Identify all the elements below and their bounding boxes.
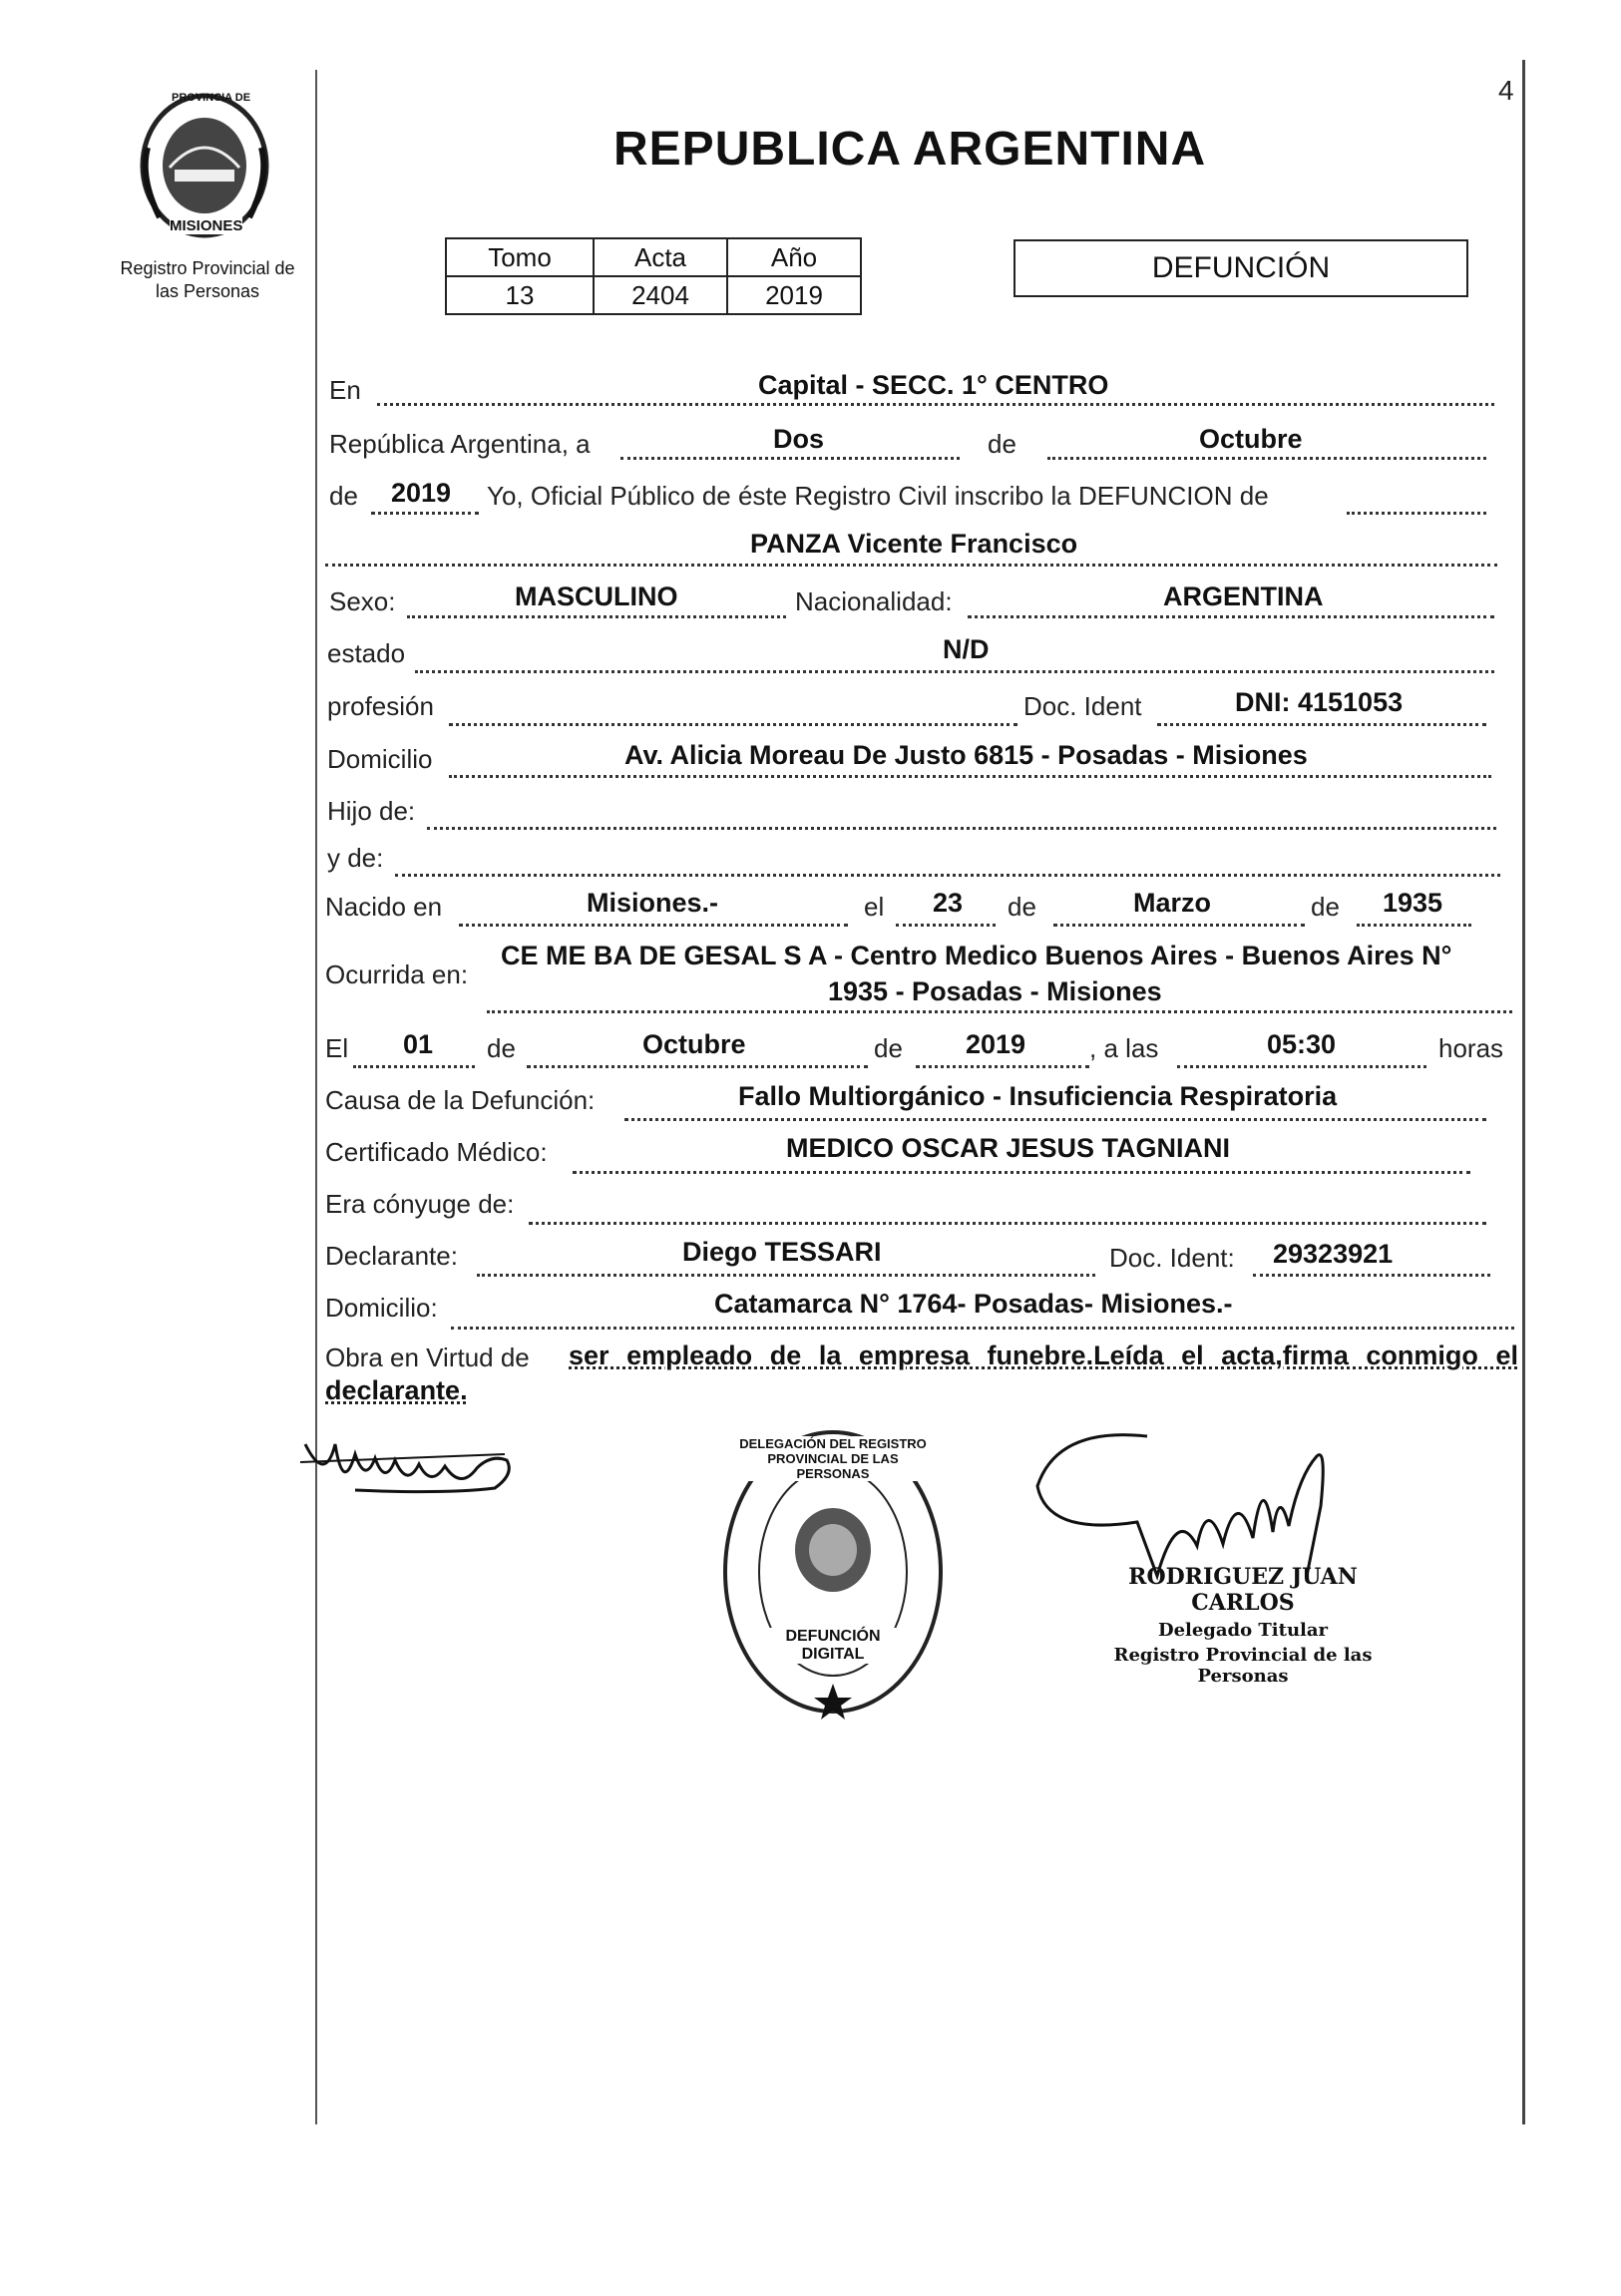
page-number: 4 bbox=[1498, 75, 1514, 106]
conyuge-line bbox=[529, 1222, 1486, 1225]
right-margin-line bbox=[1522, 60, 1525, 2124]
declarante-line bbox=[477, 1274, 1095, 1277]
a-las-label: , a las bbox=[1089, 1033, 1159, 1063]
month-value: Octubre bbox=[1199, 424, 1303, 454]
birth-day-line bbox=[896, 924, 996, 927]
death-day: 01 bbox=[403, 1029, 434, 1059]
birth-day: 23 bbox=[933, 888, 964, 918]
nacido-line bbox=[459, 924, 848, 927]
register-table bbox=[445, 237, 862, 315]
anio-header: Año bbox=[727, 238, 861, 276]
birth-month-line bbox=[1053, 924, 1305, 927]
doc-ident-label: Doc. Ident bbox=[1023, 691, 1142, 721]
register-table-values bbox=[446, 276, 861, 314]
inscribe-text: Yo, Oficial Público de éste Registro Civil inscribo la DEFUNCION de bbox=[487, 481, 1269, 511]
name-line bbox=[325, 564, 1497, 567]
death-year: 2019 bbox=[966, 1029, 1026, 1059]
signatory-name: RODRIGUEZ JUAN CARLOS bbox=[1128, 1564, 1358, 1616]
y-de-label: y de: bbox=[327, 843, 384, 873]
causa-label: Causa de la Defunción: bbox=[325, 1085, 596, 1115]
death-de-label-1: de bbox=[487, 1033, 516, 1063]
conyuge-label: Era cónyuge de: bbox=[325, 1189, 515, 1219]
day-value: Dos bbox=[773, 424, 825, 454]
y-de-line bbox=[395, 874, 1500, 877]
death-el-label: El bbox=[325, 1033, 349, 1063]
el-label: el bbox=[864, 892, 885, 922]
declarante-label: Declarante: bbox=[325, 1241, 458, 1271]
decl-domicilio-label: Domicilio: bbox=[325, 1293, 438, 1323]
estado-value: N/D bbox=[943, 634, 990, 664]
decl-doc-label: Doc. Ident: bbox=[1109, 1243, 1235, 1273]
registry-line-2: las Personas bbox=[155, 281, 260, 301]
profesion-label: profesión bbox=[327, 691, 434, 721]
death-month-line bbox=[527, 1065, 868, 1068]
declarant-signature bbox=[295, 1424, 525, 1504]
seal-text-bottom: MISIONES bbox=[170, 217, 243, 234]
ocurrida-line bbox=[487, 1010, 1512, 1013]
decl-doc-line bbox=[1253, 1274, 1490, 1277]
birth-month: Marzo bbox=[1133, 888, 1212, 918]
birth-year-line bbox=[1357, 924, 1471, 927]
stamp-ring-text: DELEGACIÓN DEL REGISTRO PROVINCIAL DE LAS PERSONAS bbox=[732, 1436, 934, 1481]
estado-label: estado bbox=[327, 638, 406, 668]
sexo-value: MASCULINO bbox=[515, 581, 678, 611]
declarante-value: Diego TESSARI bbox=[682, 1237, 882, 1267]
month-line bbox=[1047, 457, 1486, 460]
birth-year: 1935 bbox=[1383, 888, 1443, 918]
nacionalidad-value: ARGENTINA bbox=[1163, 581, 1324, 611]
doc-ident-value: DNI: 4151053 bbox=[1235, 687, 1404, 717]
deceased-name: PANZA Vicente Francisco bbox=[750, 529, 1078, 559]
certificado-value: MEDICO OSCAR JESUS TAGNIANI bbox=[786, 1133, 1231, 1163]
hijo-line bbox=[427, 827, 1496, 830]
province-seal bbox=[130, 88, 279, 247]
certificado-label: Certificado Médico: bbox=[325, 1137, 548, 1167]
domicilio-label: Domicilio bbox=[327, 744, 433, 774]
death-time-line bbox=[1177, 1065, 1426, 1068]
horas-label: horas bbox=[1438, 1033, 1504, 1063]
decl-domicilio-value: Catamarca N° 1764- Posadas- Misiones.- bbox=[714, 1289, 1233, 1319]
en-line bbox=[377, 403, 1494, 406]
causa-line bbox=[624, 1118, 1486, 1121]
nacido-label: Nacido en bbox=[325, 892, 443, 922]
official-stamp bbox=[718, 1422, 948, 1722]
en-label: En bbox=[329, 375, 361, 405]
birth-de-label-2: de bbox=[1311, 892, 1340, 922]
obra-label: Obra en Virtud de bbox=[325, 1342, 530, 1372]
obra-value: ser empleado de la empresa funebre.Leída el acta,firma conmigo el declarante. bbox=[325, 1340, 1518, 1405]
anio-value: 2019 bbox=[727, 276, 861, 314]
year-line bbox=[371, 512, 479, 515]
sexo-label: Sexo: bbox=[329, 586, 396, 616]
nacido-value: Misiones.- bbox=[587, 888, 719, 918]
acta-header: Acta bbox=[594, 238, 727, 276]
stamp-inner-text: DEFUNCIÓN DIGITAL bbox=[758, 1628, 908, 1664]
tomo-value: 13 bbox=[446, 276, 594, 314]
doc-ident-line bbox=[1157, 723, 1486, 726]
death-de-label-2: de bbox=[874, 1033, 903, 1063]
sexo-line bbox=[407, 615, 786, 618]
signatory-block bbox=[1073, 1564, 1413, 1687]
republica-label: República Argentina, a bbox=[329, 429, 591, 459]
birth-de-label-1: de bbox=[1008, 892, 1036, 922]
record-type-box bbox=[1013, 239, 1468, 297]
estado-line bbox=[415, 670, 1494, 673]
record-type: DEFUNCIÓN bbox=[1151, 251, 1331, 284]
ocurrida-label: Ocurrida en: bbox=[325, 959, 469, 989]
decl-doc-value: 29323921 bbox=[1273, 1239, 1394, 1269]
day-line bbox=[620, 457, 960, 460]
register-table-header bbox=[446, 238, 861, 276]
causa-value: Fallo Multiorgánico - Insuficiencia Respiratoria bbox=[738, 1081, 1338, 1111]
nacionalidad-line bbox=[968, 615, 1494, 618]
seal-text-top: PROVINCIA DE bbox=[172, 92, 251, 104]
decl-domicilio-line bbox=[451, 1327, 1514, 1330]
signatory-office: Registro Provincial de las Personas bbox=[1113, 1645, 1373, 1687]
death-year-line bbox=[916, 1065, 1089, 1068]
left-margin-line bbox=[315, 70, 317, 2124]
ocurrida-line-1: CE ME BA DE GESAL S A - Centro Medico Buenos Aires - Buenos Aires N° bbox=[501, 941, 1452, 970]
certificado-line bbox=[573, 1171, 1470, 1174]
acta-value: 2404 bbox=[594, 276, 727, 314]
signatory-title: Delegado Titular bbox=[1157, 1620, 1329, 1641]
domicilio-line bbox=[449, 775, 1491, 778]
inscribe-line bbox=[1347, 512, 1486, 515]
de-label: de bbox=[988, 429, 1016, 459]
registry-line-1: Registro Provincial de bbox=[120, 258, 295, 278]
country-title: REPUBLICA ARGENTINA bbox=[613, 123, 1207, 176]
place-value: Capital - SECC. 1° CENTRO bbox=[758, 370, 1109, 400]
de-year-label: de bbox=[329, 481, 358, 511]
tomo-header: Tomo bbox=[446, 238, 594, 276]
registry-name bbox=[88, 257, 327, 303]
year-value: 2019 bbox=[391, 478, 452, 508]
hijo-label: Hijo de: bbox=[327, 796, 416, 826]
domicilio-value: Av. Alicia Moreau De Justo 6815 - Posadas - Misiones bbox=[624, 740, 1308, 770]
death-time: 05:30 bbox=[1267, 1029, 1337, 1059]
ocurrida-line-2: 1935 - Posadas - Misiones bbox=[828, 976, 1162, 1006]
death-day-line bbox=[353, 1065, 475, 1068]
death-month: Octubre bbox=[642, 1029, 746, 1059]
profesion-line bbox=[449, 723, 1017, 726]
nacionalidad-label: Nacionalidad: bbox=[795, 586, 953, 616]
